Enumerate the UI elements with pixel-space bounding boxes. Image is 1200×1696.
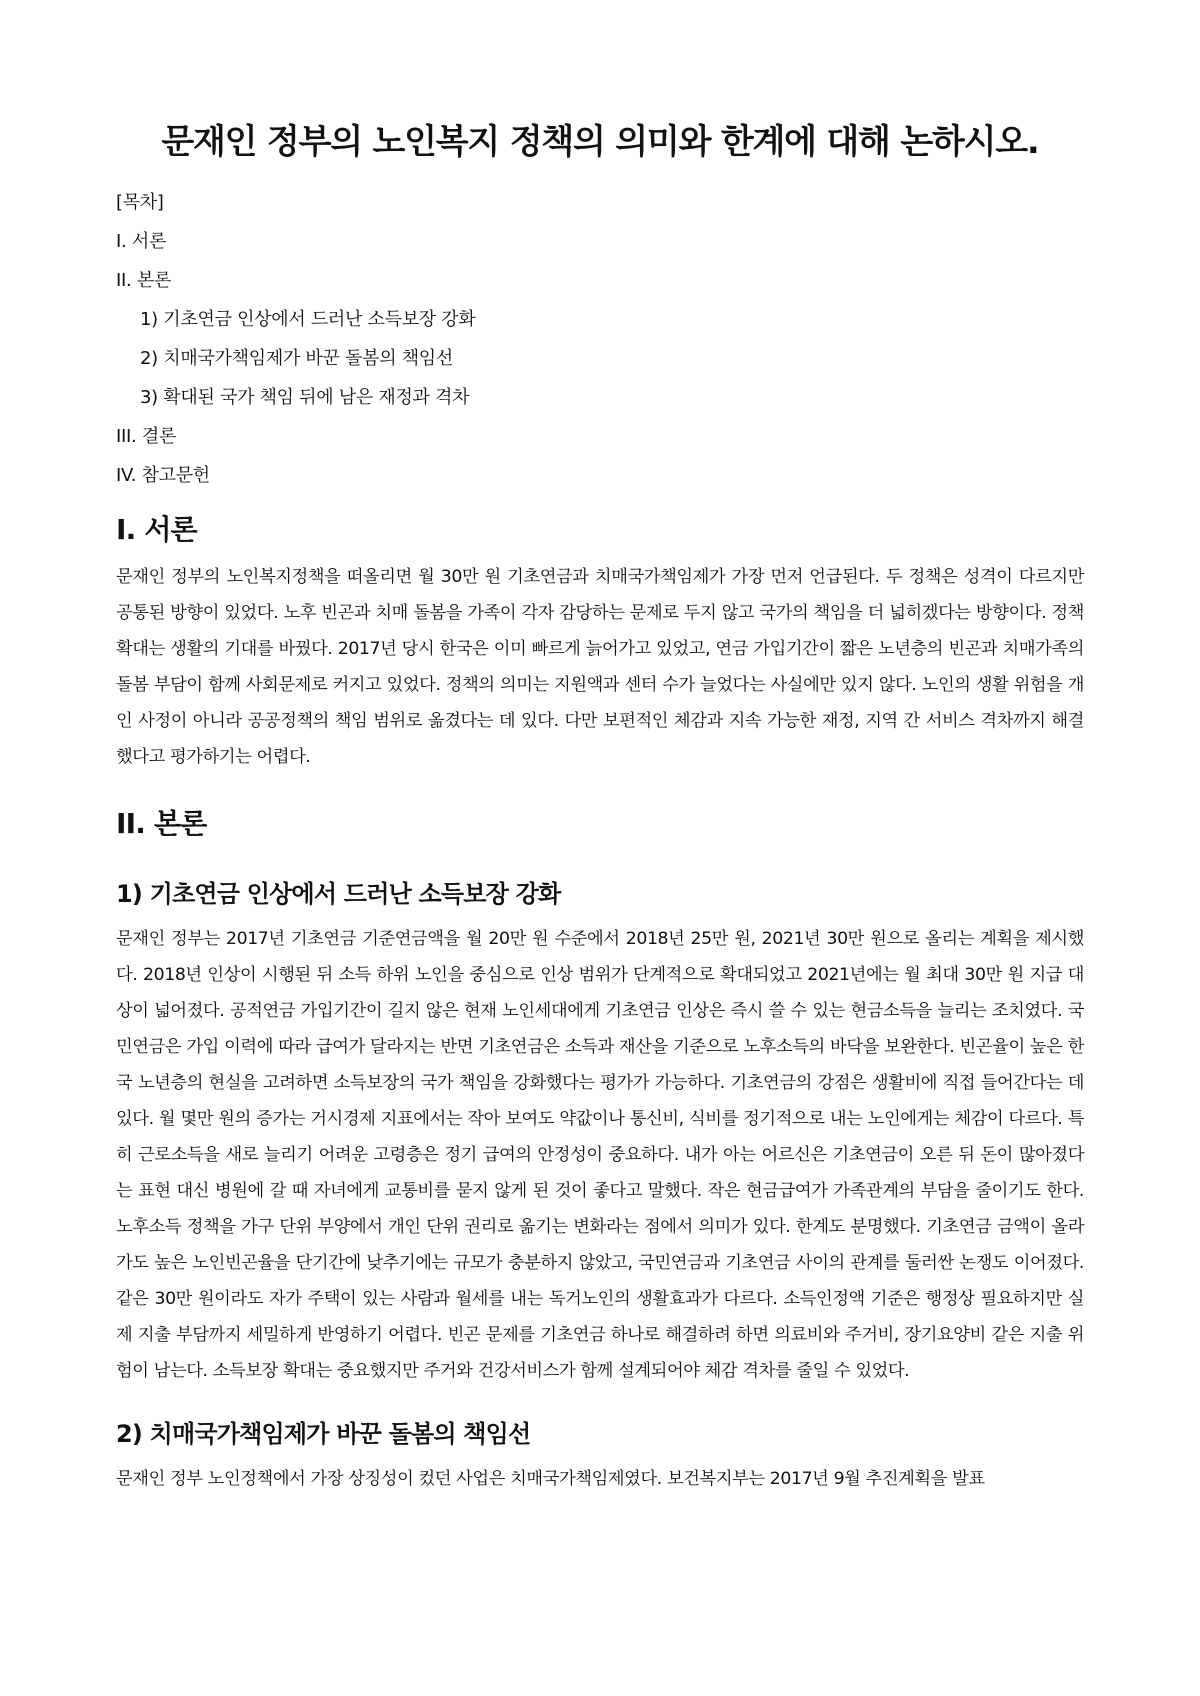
section-heading-introduction: I. 서론: [116, 513, 197, 546]
document-title: 문재인 정부의 노인복지 정책의 의미와 한계에 대해 논하시오.: [161, 122, 1039, 162]
toc-item: III. 결론: [116, 426, 177, 447]
introduction-paragraph: 문재인 정부의 노인복지정책을 떠올리면 월 30만 원 기초연금과 치매국가책임제가 가장 먼저 언급된다. 두 정책은 성격이 다르지만 공통된 방향이 있었다. 노후 빈곤과 치매 돌봄을 가족이 각자 감당하는 문제로 두지 않고 국가의 책임을 더 넓히겠다는 방향이다. 정책 확대는 생활의 기대를 바꿨다. 2017년 당시 한국은 이미 빠르게 늙어가고 있었고, 연금 가입기간이 짧은 노년층의 빈곤과 치매가족의 돌봄 부담이 함께 사회문제로 커지고 있었다. 정책의 의미는 지원액과 센터 수가 늘었다는 사실에만 있지 않다. 노인의 생활 위험을 개인 사정이 아니라 공공정책의 책임 범위로 옮겼다는 데 있다. 다만 보편적인 체감과 지속 가능한 재정, 지역 간 서비스 격차까지 해결했다고 평가하기는 어렵다.: [116, 567, 1084, 767]
table-of-contents: [116, 190, 1084, 489]
toc-item: I. 서론: [116, 231, 167, 252]
subsection-heading-dementia-care: 2) 치매국가책임제가 바꾼 돌봄의 책임선: [116, 1420, 531, 1448]
toc-heading: [목차]: [116, 192, 164, 213]
toc-subitem: 3) 확대된 국가 책임 뒤에 남은 재정과 격차: [140, 387, 470, 408]
dementia-care-paragraph: 문재인 정부 노인정책에서 가장 상징성이 컸던 사업은 치매국가책임제였다. 보건복지부는 2017년 9월 추진계획을 발표: [116, 1469, 985, 1489]
document-page: [116, 0, 1084, 1497]
toc-subitem: 1) 기초연금 인상에서 드러난 소득보장 강화: [140, 309, 476, 330]
section-heading-body: II. 본론: [116, 807, 207, 840]
basic-pension-paragraph: 문재인 정부는 2017년 기초연금 기준연금액을 월 20만 원 수준에서 2018년 25만 원, 2021년 30만 원으로 올리는 계획을 제시했다. 2018년 인상이 시행된 뒤 소득 하위 노인을 중심으로 인상 범위가 단계적으로 확대되었고 2021년에는 월 최대 30만 원 지급 대상이 넓어졌다. 공적연금 가입기간이 길지 않은 현재 노인세대에게 기초연금 인상은 즉시 쓸 수 있는 현금소득을 늘리는 조치였다. 국민연금은 가입 이력에 따라 급여가 달라지는 반면 기초연금은 소득과 재산을 기준으로 노후소득의 바닥을 보완한다. 빈곤율이 높은 한국 노년층의 현실을 고려하면 소득보장의 국가 책임을 강화했다는 평가가 가능하다. 기초연금의 강점은 생활비에 직접 들어간다는 데 있다. 월 몇만 원의 증가는 거시경제 지표에서는 작아 보여도 약값이나 통신비, 식비를 정기적으로 내는 노인에게는 체감이 다르다. 특히 근로소득을 새로 늘리기 어려운 고령층은 정기 급여의 안정성이 중요하다. 내가 아는 어르신은 기초연금이 오른 뒤 돈이 많아졌다는 표현 대신 병원에 갈 때 자녀에게 교통비를 묻지 않게 된 것이 좋다고 말했다. 작은 현금급여가 가족관계의 부담을 줄이기도 한다. 노후소득 정책을 가구 단위 부양에서 개인 단위 권리로 옮기는 변화라는 점에서 의미가 있다. 한계도 분명했다. 기초연금 금액이 올라가도 높은 노인빈곤율을 단기간에 낮추기에는 규모가 충분하지 않았고, 국민연금과 기초연금 사이의 관계를 둘러싼 논쟁도 이어졌다. 같은 30만 원이라도 자가 주택이 있는 사람과 월세를 내는 독거노인의 생활효과가 다르다. 소득인정액 기준은 행정상 필요하지만 실제 지출 부담까지 세밀하게 반영하기 어렵다. 빈곤 문제를 기초연금 하나로 해결하려 하면 의료비와 주거비, 장기요양비 같은 지출 위험이 남는다. 소득보장 확대는 중요했지만 주거와 건강서비스가 함께 설계되어야 체감 격차를 줄일 수 있었다.: [116, 929, 1084, 1381]
toc-subitem: 2) 치매국가책임제가 바꾼 돌봄의 책임선: [140, 348, 453, 369]
toc-item: II. 본론: [116, 270, 172, 291]
subsection-heading-basic-pension: 1) 기초연금 인상에서 드러난 소득보장 강화: [116, 880, 561, 908]
toc-item: IV. 참고문헌: [116, 465, 210, 486]
